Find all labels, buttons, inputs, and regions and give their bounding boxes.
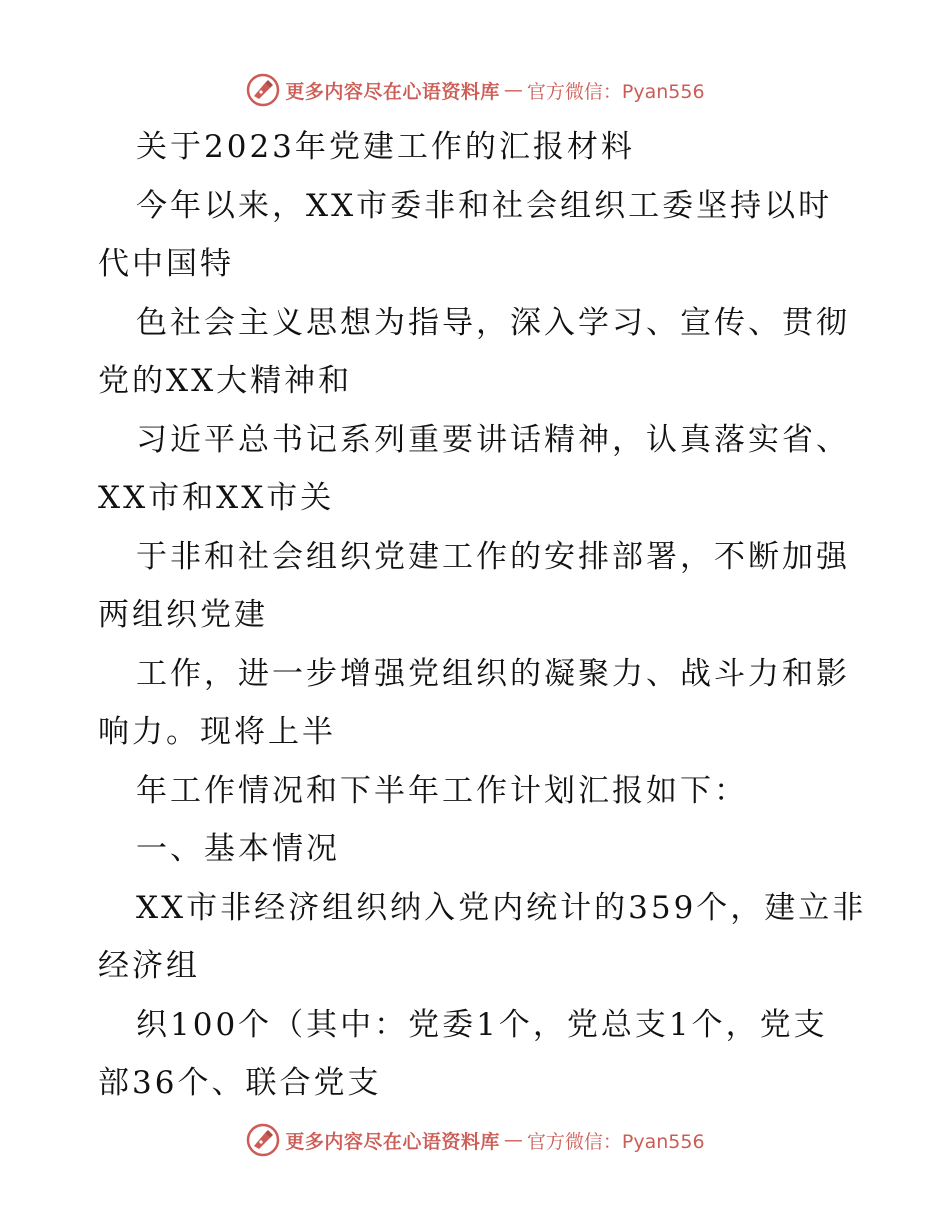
watermark-banner-top xyxy=(0,70,950,110)
section-heading: 一、基本情况 xyxy=(136,831,340,867)
text-line: XX市和XX市关 xyxy=(98,480,335,516)
pen-nib-circle-icon xyxy=(245,72,281,108)
pen-nib-circle-icon xyxy=(245,1122,281,1158)
text-line: 经济组 xyxy=(98,948,200,984)
text-line: 响力。现将上半 xyxy=(98,714,336,750)
document-body xyxy=(98,118,868,1113)
text-line: 习近平总书记系列重要讲话精神，认真落实省、 xyxy=(136,421,850,458)
watermark-contact-text: 官方微信：Pyan556 xyxy=(526,80,705,103)
text-line: 代中国特 xyxy=(98,246,234,282)
watermark-brand-text: 更多内容尽在心语资料库 xyxy=(285,1130,500,1153)
text-line: 两组织党建 xyxy=(98,597,268,633)
text-line: 今年以来，XX市委非和社会组织工委坚持以时 xyxy=(136,187,833,224)
text-line: 党的XX大精神和 xyxy=(98,363,353,399)
document-title: 关于2023年党建工作的汇报材料 xyxy=(136,129,635,165)
watermark-banner-bottom xyxy=(0,1120,950,1160)
text-line: XX市非经济组织纳入党内统计的359个，建立非 xyxy=(136,889,867,926)
text-line: 于非和社会组织党建工作的安排部署，不断加强 xyxy=(136,538,850,575)
watermark-separator: — xyxy=(503,1129,523,1151)
watermark-separator: — xyxy=(503,79,523,101)
text-line: 年工作情况和下半年工作计划汇报如下： xyxy=(136,772,748,809)
text-line: 色社会主义思想为指导，深入学习、宣传、贯彻 xyxy=(136,304,850,341)
watermark-contact-text: 官方微信：Pyan556 xyxy=(526,1130,705,1153)
watermark-brand-text: 更多内容尽在心语资料库 xyxy=(285,80,500,103)
text-line: 工作，进一步增强党组织的凝聚力、战斗力和影 xyxy=(136,655,850,692)
text-line: 织100个（其中：党委1个，党总支1个，党支 xyxy=(136,1006,828,1043)
text-line: 部36个、联合党支 xyxy=(98,1065,382,1101)
